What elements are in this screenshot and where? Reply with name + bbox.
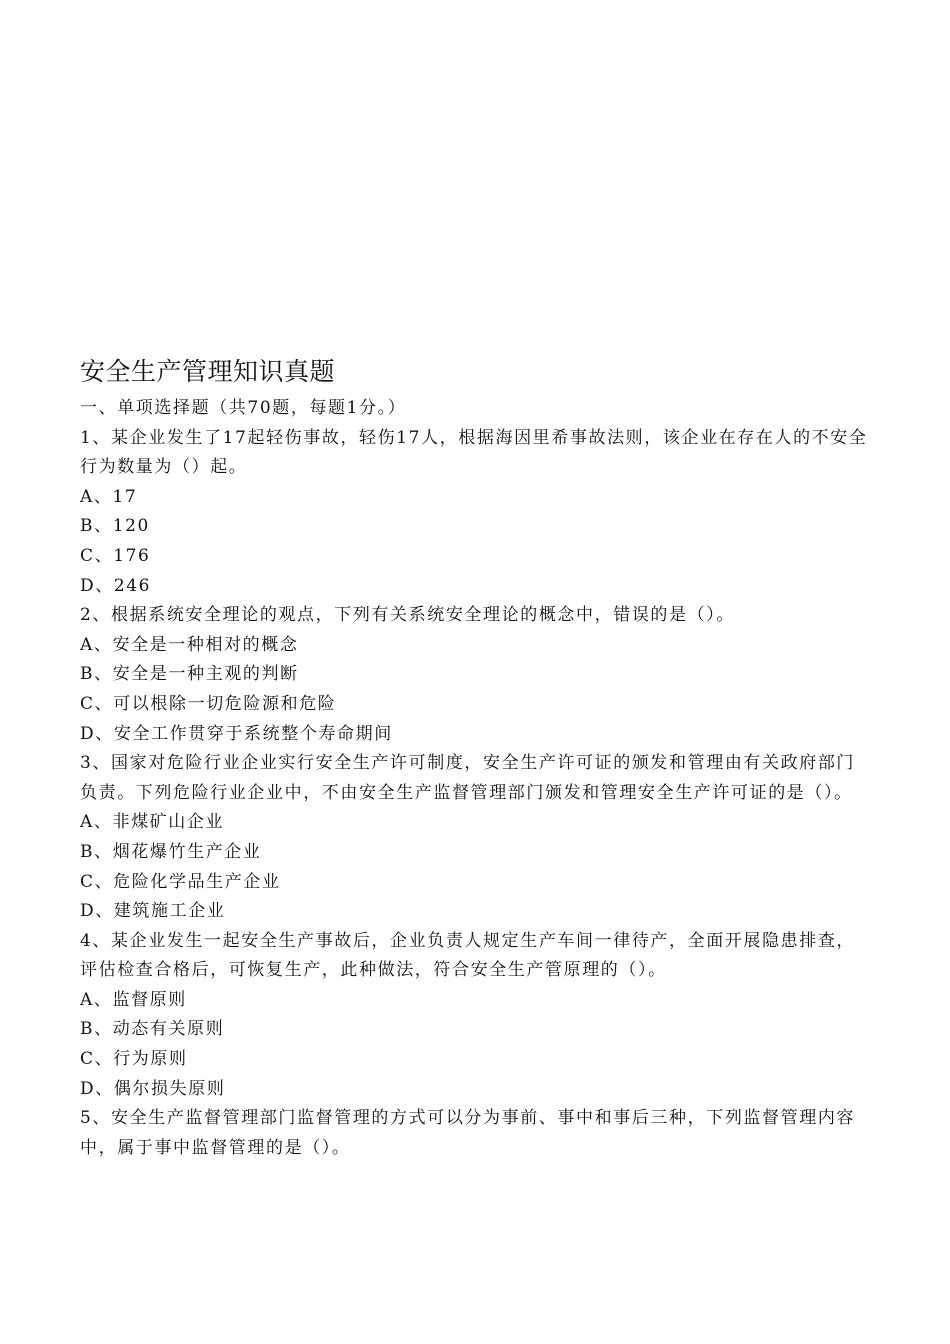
question-5 <box>80 1104 870 1163</box>
option-b: B、烟花爆竹生产企业 <box>80 841 262 862</box>
question-stem: 5、安全生产监督管理部门监督管理的方式可以分为事前、事中和事后三种，下列监督管理内容中，属于事中监督管理的是（）。 <box>80 1108 856 1158</box>
question-stem: 4、某企业发生一起安全生产事故后，企业负责人规定生产车间一律待产，全面开展隐患排查，评估检查合格后，可恢复生产，此种做法，符合安全生产管原理的（）。 <box>80 930 856 981</box>
document-page <box>80 352 870 1163</box>
option-b: B、安全是一种主观的判断 <box>80 664 299 685</box>
option-c: C、可以根除一切危险源和危险 <box>80 693 337 714</box>
option-d: D、246 <box>80 575 152 596</box>
question-2 <box>80 601 870 749</box>
option-d: D、安全工作贯穿于系统整个寿命期间 <box>80 723 393 744</box>
option-b: B、120 <box>80 516 150 537</box>
option-d: D、建筑施工企业 <box>80 901 226 922</box>
question-4 <box>80 927 870 1105</box>
section-heading: 一、单项选择题（共70题，每题1分。） <box>80 398 407 418</box>
option-c: C、行为原则 <box>80 1049 188 1070</box>
question-stem: 1、某企业发生了17起轻伤事故，轻伤17人，根据海因里希事故法则，该企业在存在人的不安全行为数量为（）起。 <box>80 427 868 478</box>
option-a: A、安全是一种相对的概念 <box>80 634 299 655</box>
option-b: B、动态有关原则 <box>80 1019 225 1040</box>
option-a: A、监督原则 <box>80 989 187 1010</box>
question-stem: 3、国家对危险行业企业实行安全生产许可制度，安全生产许可证的颁发和管理由有关政府部门负责。下列危险行业企业中，不由安全生产监督管理部门颁发和管理安全生产许可证的是（）。 <box>80 753 856 803</box>
option-a: A、非煤矿山企业 <box>80 812 225 833</box>
document-title: 安全生产管理知识真题 <box>80 357 336 386</box>
question-3 <box>80 749 870 927</box>
option-c: C、危险化学品生产企业 <box>80 871 281 892</box>
option-d: D、偶尔损失原则 <box>80 1078 226 1099</box>
question-stem: 2、根据系统安全理论的观点，下列有关系统安全理论的概念中，错误的是（）。 <box>80 605 735 626</box>
option-a: A、17 <box>80 486 138 507</box>
option-c: C、176 <box>80 545 151 566</box>
question-1 <box>80 424 870 602</box>
